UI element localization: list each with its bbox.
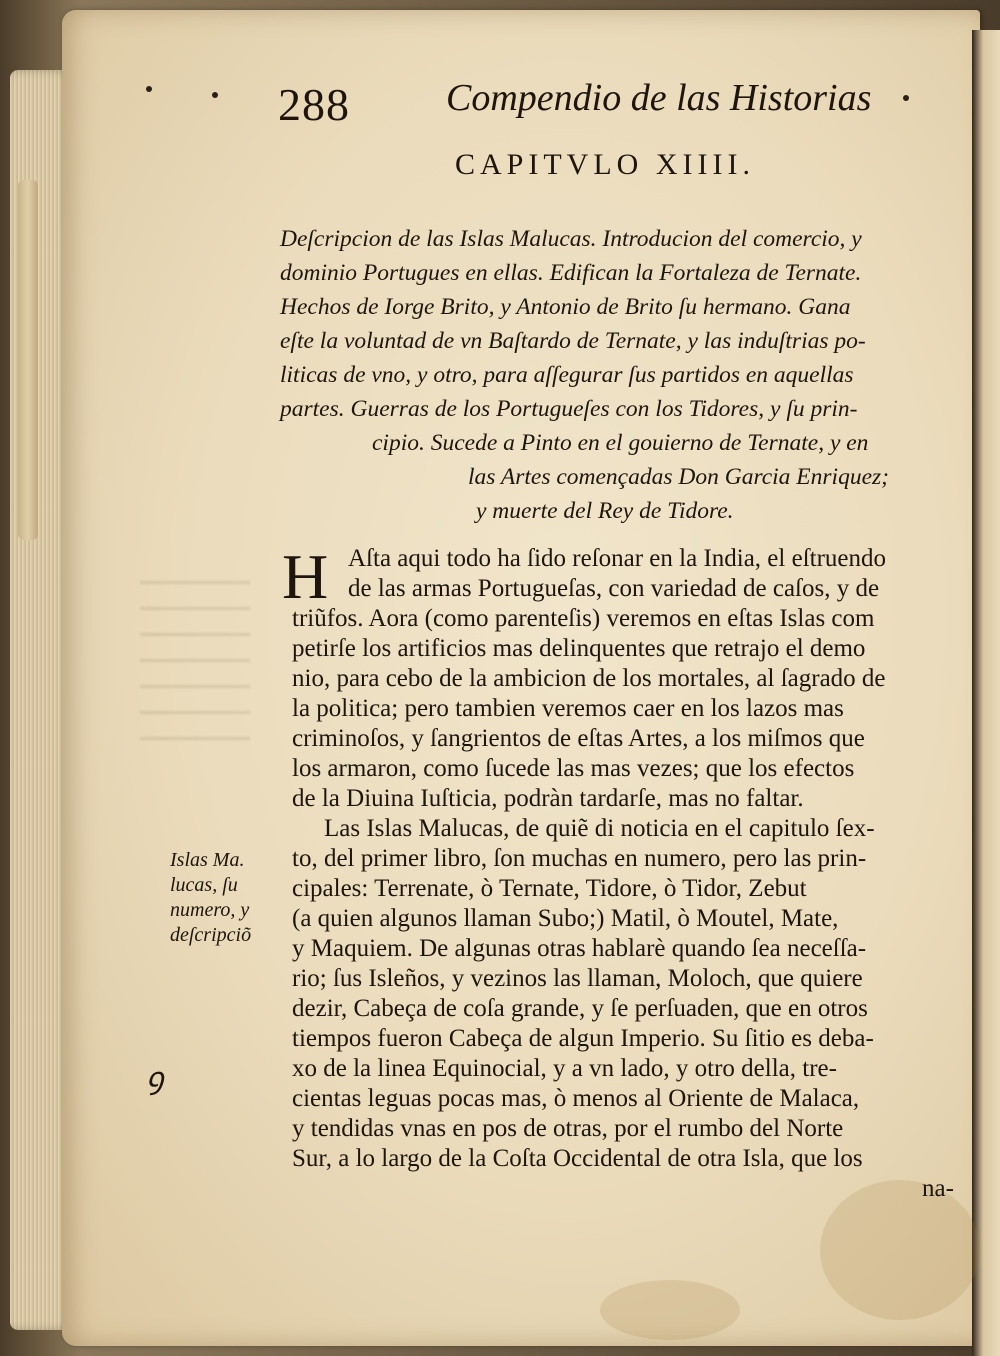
body-line: xo de la linea Equinocial, y a vn lado, y otro della, tre- (292, 1055, 837, 1082)
ink-spot (212, 92, 218, 98)
body-line: (a quien algunos llaman Subo;) Matil, ò Moutel, Mate, (292, 905, 839, 932)
body-line: los armaron, como ſucede las mas vezes; que los efectos (292, 755, 855, 782)
summary-line: eſte la voluntad de vn Baſtardo de Ternate, y las induſtrias po- (280, 328, 866, 354)
body-line: to, del primer libro, ſon muchas en numero, pero las prin- (292, 845, 867, 872)
page-number: 288 (278, 79, 350, 130)
summary-line: cipio. Sucede a Pinto en el gouierno de Ternate, y en (372, 430, 869, 456)
body-line: y tendidas vnas en pos de otras, por el rumbo del Norte (292, 1115, 844, 1142)
body-line: Sur, a lo largo de la Coſta Occidental de otra Isla, que los (292, 1145, 863, 1172)
body-line: Las Islas Malucas, de quiẽ di noticia en el capitulo ſex- (324, 815, 875, 842)
body-line: triũfos. Aora (como parenteſis) veremos en eſtas Islas com (292, 605, 875, 632)
running-head: Compendio de las Historias (446, 77, 872, 119)
ink-spot (146, 86, 152, 92)
summary-line: dominio Portugues en ellas. Edifican la Fortaleza de Ternate. (280, 260, 862, 286)
body-line: Aſta aqui todo ha ſido reſonar en la India, el eſtruendo (348, 545, 887, 572)
water-stain (600, 1280, 740, 1340)
body-line: nio, para cebo de la ambicion de los mortales, al ſagrado de (292, 665, 886, 692)
summary-line: Hechos de Iorge Brito, y Antonio de Brito ſu hermano. Gana (280, 294, 851, 320)
summary-line: partes. Guerras de los Portugueſes con los Tidores, y ſu prin- (280, 396, 858, 422)
body-line: de la Diuina Iuſticia, podràn tardarſe, mas no faltar. (292, 785, 804, 812)
drop-cap: H (282, 541, 329, 612)
chapter-summary (280, 222, 960, 528)
chapter-title: CAPITVLO XIIII. (455, 148, 755, 181)
next-page-edge (972, 30, 1000, 1356)
body-line: cientas leguas pocas mas, ò menos al Oriente de Malaca, (292, 1085, 860, 1112)
ink-spot (903, 95, 909, 101)
summary-line: Deſcripcion de las Islas Malucas. Introducion del comercio, y (280, 226, 862, 252)
catchword: na- (922, 1175, 954, 1202)
body-line: cipales: Terrenate, ò Ternate, Tidore, ò Tidor, Zebut (292, 875, 807, 902)
body-line: criminoſos, y ſangrientos de eſtas Artes, a los miſmos que (292, 725, 865, 752)
body-line: y Maquiem. De algunas otras hablarè quando ſea neceſſa- (292, 935, 867, 962)
margin-flourish: ꝯ (146, 1062, 164, 1095)
show-through (140, 560, 250, 740)
body-text (292, 544, 964, 1204)
margin-note (170, 848, 288, 948)
summary-line: y muerte del Rey de Tidore. (476, 498, 734, 524)
body-line: rio; ſus Isleños, y vezinos las llaman, Moloch, que quiere (292, 965, 863, 992)
margin-note-line: Islas Ma. (170, 849, 245, 871)
margin-note-line: deſcripciõ (170, 924, 252, 946)
summary-line: las Artes començadas Don Garcia Enriquez; (468, 464, 889, 490)
body-line: tiempos fueron Cabeça de algun Imperio. Su ſitio es deba- (292, 1025, 874, 1052)
margin-note-line: numero, y (170, 899, 250, 921)
body-line: la politica; pero tambien veremos caer en los lazos mas (292, 695, 844, 722)
body-line: dezir, Cabeça de coſa grande, y ſe perſuaden, que en otros (292, 995, 868, 1022)
margin-note-line: lucas, ſu (170, 874, 238, 896)
body-line: petirſe los artificios mas delinquentes que retrajo el demo (292, 635, 866, 662)
body-line: de las armas Portugueſas, con variedad de caſos, y de (348, 575, 880, 602)
spine-cord (18, 180, 38, 540)
summary-line: liticas de vno, y otro, para aſſegurar ſus partidos en aquellas (280, 362, 854, 388)
